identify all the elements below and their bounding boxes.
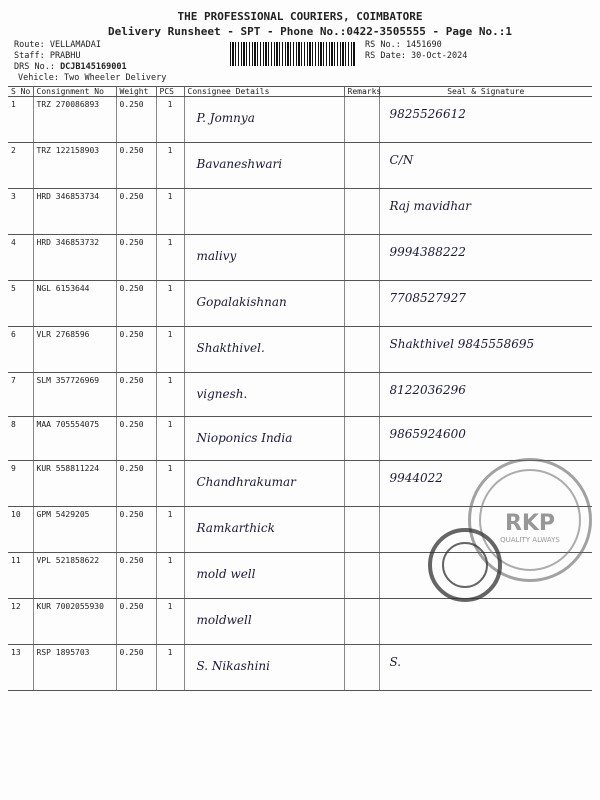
consignee-handwriting: mold well	[196, 567, 256, 581]
cell-consignee	[184, 553, 344, 599]
cell-signature	[379, 373, 592, 417]
cell-weight: 0.250	[116, 97, 156, 143]
cell-signature	[379, 235, 592, 281]
cell-pcs: 1	[156, 97, 184, 143]
col-remarks: Remarks	[344, 87, 379, 97]
col-pcs: PCS	[156, 87, 184, 97]
cell-pcs: 1	[156, 281, 184, 327]
cell-weight: 0.250	[116, 235, 156, 281]
consignee-handwriting: moldwell	[196, 613, 252, 627]
consignee-handwriting: Gopalakishnan	[196, 295, 287, 309]
table-row	[8, 281, 592, 327]
cell-weight: 0.250	[116, 461, 156, 507]
cell-pcs: 1	[156, 235, 184, 281]
cell-consignee	[184, 327, 344, 373]
signature-handwriting: 7708527927	[389, 291, 466, 305]
round-seal	[428, 528, 502, 602]
cell-remarks	[344, 599, 379, 645]
rs-number: RS No.: 1451690	[365, 40, 442, 50]
cell-sno: 6	[8, 327, 33, 373]
runsheet-table	[8, 86, 592, 691]
cell-sno: 5	[8, 281, 33, 327]
staff: Staff: PRABHU	[14, 51, 81, 61]
table-row	[8, 97, 592, 143]
cell-sno: 9	[8, 461, 33, 507]
col-signature: Seal & Signature	[379, 87, 592, 97]
cell-pcs: 1	[156, 327, 184, 373]
consignee-handwriting: vignesh.	[196, 387, 248, 401]
cell-consignment: RSP 1895703	[33, 645, 116, 691]
cell-signature	[379, 143, 592, 189]
seal-subtext: QUALITY ALWAYS	[500, 536, 560, 544]
consignee-handwriting: malivy	[196, 249, 237, 263]
page-title: THE PROFESSIONAL COURIERS, COIMBATORE	[177, 10, 423, 23]
cell-remarks	[344, 507, 379, 553]
cell-weight: 0.250	[116, 507, 156, 553]
cell-pcs: 1	[156, 599, 184, 645]
cell-pcs: 1	[156, 417, 184, 461]
cell-weight: 0.250	[116, 553, 156, 599]
cell-pcs: 1	[156, 553, 184, 599]
cell-signature	[379, 281, 592, 327]
consignee-handwriting: Bavaneshwari	[196, 157, 283, 171]
cell-sno: 8	[8, 417, 33, 461]
cell-consignee	[184, 281, 344, 327]
cell-pcs: 1	[156, 461, 184, 507]
cell-sno: 4	[8, 235, 33, 281]
col-consignee: Consignee Details	[184, 87, 344, 97]
signature-handwriting: 8122036296	[389, 383, 466, 397]
cell-consignee	[184, 143, 344, 189]
table-row	[8, 599, 592, 645]
cell-consignee	[184, 235, 344, 281]
drs-value: DCJB145169001	[60, 62, 127, 72]
cell-weight: 0.250	[116, 373, 156, 417]
cell-pcs: 1	[156, 507, 184, 553]
cell-signature	[379, 97, 592, 143]
rs-date: RS Date: 30-Oct-2024	[365, 51, 468, 61]
cell-consignment: NGL 6153644	[33, 281, 116, 327]
cell-remarks	[344, 373, 379, 417]
signature-handwriting: 9944022	[389, 471, 443, 485]
table-row	[8, 143, 592, 189]
cell-consignee	[184, 461, 344, 507]
table-row	[8, 189, 592, 235]
consignee-handwriting: Nioponics India	[196, 431, 293, 445]
consignee-handwriting: S. Nikashini	[196, 659, 270, 673]
signature-handwriting: 9825526612	[389, 107, 466, 121]
cell-consignment: KUR 7002055930	[33, 599, 116, 645]
cell-pcs: 1	[156, 189, 184, 235]
signature-handwriting: Shakthivel 9845558695	[389, 337, 535, 351]
cell-consignment: HRD 346853732	[33, 235, 116, 281]
cell-sno: 10	[8, 507, 33, 553]
cell-remarks	[344, 97, 379, 143]
cell-remarks	[344, 553, 379, 599]
consignee-handwriting: Chandhrakumar	[196, 475, 296, 489]
cell-consignee	[184, 373, 344, 417]
drs-number	[14, 62, 127, 73]
cell-sno: 1	[8, 97, 33, 143]
consignee-handwriting: Shakthivel.	[196, 341, 265, 355]
barcode	[230, 42, 355, 66]
cell-remarks	[344, 461, 379, 507]
cell-remarks	[344, 417, 379, 461]
col-consignment: Consignment No	[33, 87, 116, 97]
col-weight: Weight	[116, 87, 156, 97]
cell-pcs: 1	[156, 143, 184, 189]
cell-sno: 12	[8, 599, 33, 645]
cell-consignment: KUR 558811224	[33, 461, 116, 507]
table-row	[8, 235, 592, 281]
page-subtitle: Delivery Runsheet - SPT - Phone No.:0422-3505555 - Page No.:1	[108, 25, 512, 38]
table-header	[8, 87, 592, 97]
cell-consignee	[184, 507, 344, 553]
cell-remarks	[344, 645, 379, 691]
consignee-handwriting: P. Jomnya	[196, 111, 255, 125]
cell-consignee	[184, 599, 344, 645]
cell-weight: 0.250	[116, 417, 156, 461]
cell-weight: 0.250	[116, 281, 156, 327]
cell-consignee	[184, 97, 344, 143]
cell-consignment: SLM 357726969	[33, 373, 116, 417]
cell-consignee	[184, 417, 344, 461]
cell-sno: 2	[8, 143, 33, 189]
cell-remarks	[344, 327, 379, 373]
signature-handwriting: 9865924600	[389, 427, 466, 441]
cell-pcs: 1	[156, 645, 184, 691]
table-row	[8, 417, 592, 461]
cell-weight: 0.250	[116, 645, 156, 691]
route: Route: VELLAMADAI	[14, 40, 101, 50]
table-row	[8, 327, 592, 373]
cell-consignment: TRZ 270086893	[33, 97, 116, 143]
signature-handwriting: S.	[389, 655, 402, 669]
cell-signature	[379, 327, 592, 373]
cell-consignee	[184, 189, 344, 235]
cell-consignment: MAA 705554075	[33, 417, 116, 461]
cell-signature	[379, 189, 592, 235]
cell-remarks	[344, 281, 379, 327]
cell-sno: 11	[8, 553, 33, 599]
cell-signature	[379, 417, 592, 461]
cell-weight: 0.250	[116, 143, 156, 189]
cell-sno: 7	[8, 373, 33, 417]
cell-consignment: GPM 5429205	[33, 507, 116, 553]
consignee-handwriting: Ramkarthick	[196, 521, 275, 535]
cell-sno: 13	[8, 645, 33, 691]
cell-consignment: HRD 346853734	[33, 189, 116, 235]
seal-text: RKP	[504, 511, 556, 536]
cell-weight: 0.250	[116, 599, 156, 645]
table-row	[8, 645, 592, 691]
signature-handwriting: C/N	[389, 153, 414, 167]
cell-consignee	[184, 645, 344, 691]
cell-consignment: VPL 521858622	[33, 553, 116, 599]
drs-label: DRS No.:	[14, 62, 61, 72]
signature-handwriting: Raj mavidhar	[389, 199, 471, 213]
cell-weight: 0.250	[116, 189, 156, 235]
cell-pcs: 1	[156, 373, 184, 417]
table-row	[8, 373, 592, 417]
vehicle: Vehicle: Two Wheeler Delivery	[18, 73, 167, 83]
signature-handwriting: 9994388222	[389, 245, 466, 259]
cell-consignment: VLR 2768596	[33, 327, 116, 373]
cell-signature	[379, 599, 592, 645]
cell-remarks	[344, 189, 379, 235]
round-seal-ring	[442, 542, 488, 588]
cell-sno: 3	[8, 189, 33, 235]
cell-consignment: TRZ 122158903	[33, 143, 116, 189]
cell-weight: 0.250	[116, 327, 156, 373]
col-sno: S No	[8, 87, 33, 97]
cell-remarks	[344, 143, 379, 189]
cell-remarks	[344, 235, 379, 281]
cell-signature	[379, 645, 592, 691]
